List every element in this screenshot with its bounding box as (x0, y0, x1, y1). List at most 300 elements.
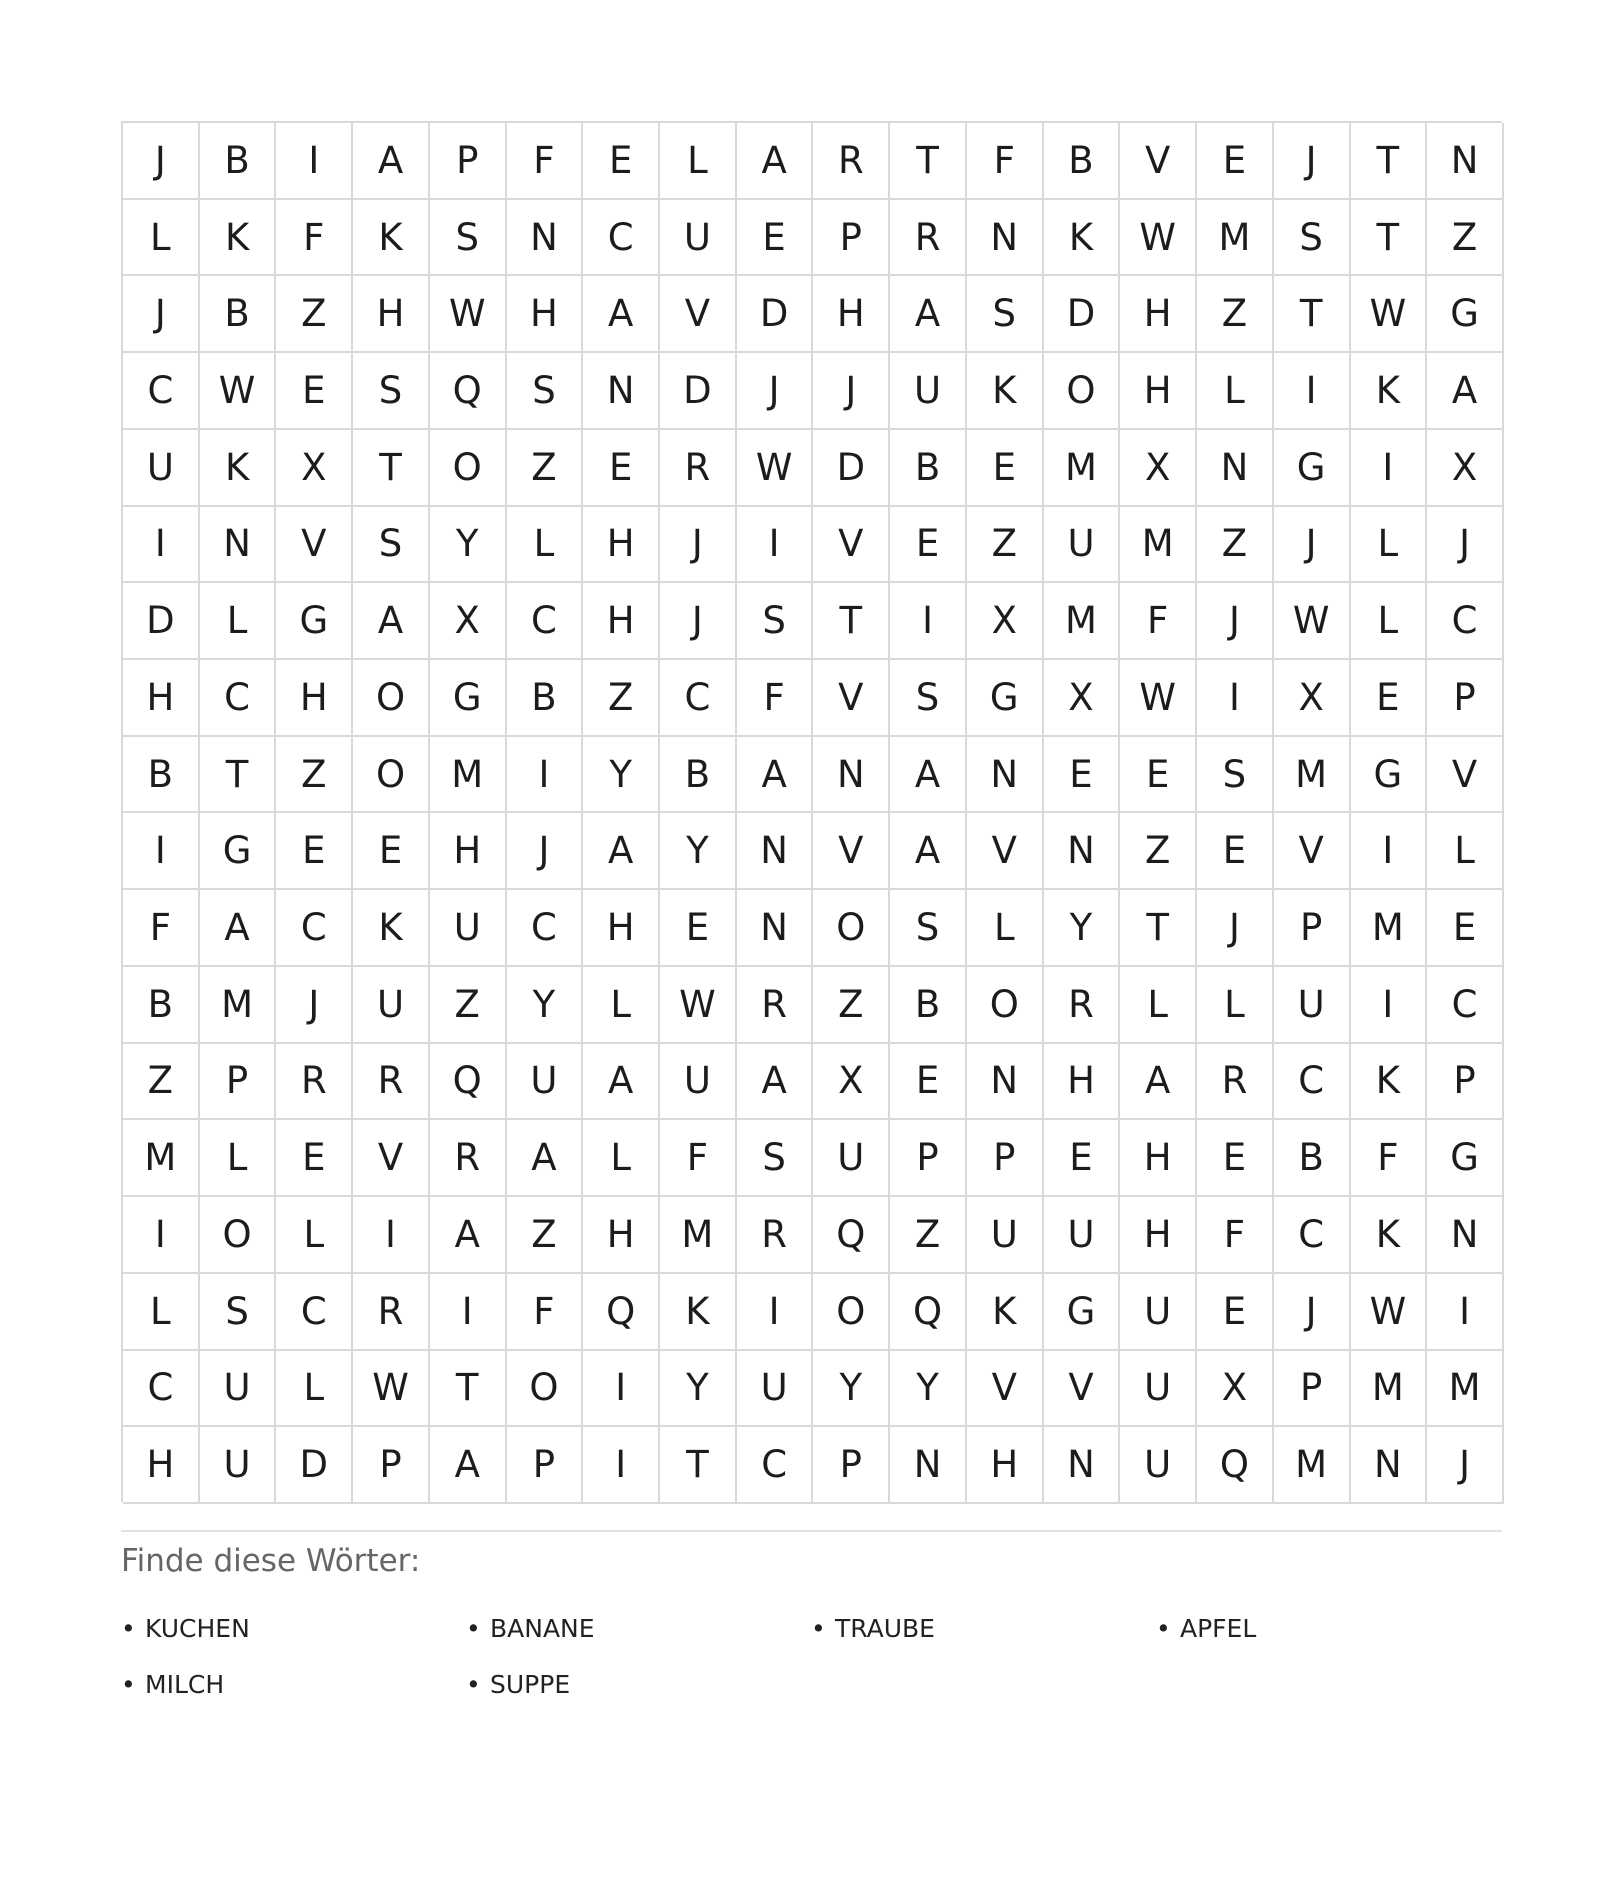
grid-cell[interactable]: U (737, 1351, 814, 1428)
grid-cell[interactable]: X (430, 583, 507, 660)
grid-cell[interactable]: T (1120, 890, 1197, 967)
grid-cell[interactable]: X (967, 583, 1044, 660)
grid-cell[interactable]: O (353, 660, 430, 737)
grid-cell[interactable]: A (890, 813, 967, 890)
grid-cell[interactable]: I (507, 737, 584, 814)
grid-cell[interactable]: H (430, 813, 507, 890)
grid-cell[interactable]: U (967, 1197, 1044, 1274)
grid-cell[interactable]: S (890, 890, 967, 967)
grid-cell[interactable]: I (123, 813, 200, 890)
grid-cell[interactable]: L (1120, 967, 1197, 1044)
grid-cell[interactable]: H (507, 276, 584, 353)
grid-cell[interactable]: O (507, 1351, 584, 1428)
grid-cell[interactable]: G (1351, 737, 1428, 814)
grid-cell[interactable]: U (430, 890, 507, 967)
grid-cell[interactable]: H (813, 276, 890, 353)
grid-cell[interactable]: L (507, 507, 584, 584)
grid-cell[interactable]: B (890, 430, 967, 507)
grid-cell[interactable]: V (660, 276, 737, 353)
grid-cell[interactable]: D (123, 583, 200, 660)
grid-cell[interactable]: L (1197, 353, 1274, 430)
grid-cell[interactable]: E (1427, 890, 1504, 967)
grid-cell[interactable]: Q (890, 1274, 967, 1351)
grid-cell[interactable]: E (276, 353, 353, 430)
grid-cell[interactable]: W (1351, 276, 1428, 353)
grid-cell[interactable]: Z (123, 1044, 200, 1121)
grid-cell[interactable]: R (737, 967, 814, 1044)
grid-cell[interactable]: N (1351, 1427, 1428, 1504)
grid-cell[interactable]: Y (430, 507, 507, 584)
grid-cell[interactable]: T (660, 1427, 737, 1504)
grid-cell[interactable]: H (1120, 353, 1197, 430)
grid-cell[interactable]: K (1351, 1044, 1428, 1121)
grid-cell[interactable]: E (276, 1120, 353, 1197)
grid-cell[interactable]: C (200, 660, 277, 737)
grid-cell[interactable]: O (813, 1274, 890, 1351)
grid-cell[interactable]: Q (430, 353, 507, 430)
grid-cell[interactable]: N (967, 200, 1044, 277)
grid-cell[interactable]: G (967, 660, 1044, 737)
grid-cell[interactable]: X (1120, 430, 1197, 507)
grid-cell[interactable]: L (123, 200, 200, 277)
grid-cell[interactable]: F (660, 1120, 737, 1197)
grid-cell[interactable]: P (507, 1427, 584, 1504)
grid-cell[interactable]: W (1120, 200, 1197, 277)
grid-cell[interactable]: A (737, 1044, 814, 1121)
grid-cell[interactable]: P (813, 1427, 890, 1504)
grid-cell[interactable]: H (583, 507, 660, 584)
grid-cell[interactable]: W (200, 353, 277, 430)
grid-cell[interactable]: O (200, 1197, 277, 1274)
grid-cell[interactable]: G (430, 660, 507, 737)
grid-cell[interactable]: V (1274, 813, 1351, 890)
grid-cell[interactable]: E (890, 1044, 967, 1121)
grid-cell[interactable]: Z (430, 967, 507, 1044)
grid-cell[interactable]: N (200, 507, 277, 584)
grid-cell[interactable]: H (276, 660, 353, 737)
grid-cell[interactable]: A (890, 737, 967, 814)
grid-cell[interactable]: R (813, 123, 890, 200)
grid-cell[interactable]: P (890, 1120, 967, 1197)
grid-cell[interactable]: V (1120, 123, 1197, 200)
grid-cell[interactable]: I (1351, 430, 1428, 507)
grid-cell[interactable]: I (890, 583, 967, 660)
grid-cell[interactable]: M (1351, 1351, 1428, 1428)
grid-cell[interactable]: U (1044, 507, 1121, 584)
grid-cell[interactable]: M (1274, 737, 1351, 814)
grid-cell[interactable]: W (1120, 660, 1197, 737)
grid-cell[interactable]: A (737, 123, 814, 200)
grid-cell[interactable]: C (737, 1427, 814, 1504)
grid-cell[interactable]: J (660, 583, 737, 660)
grid-cell[interactable]: B (200, 123, 277, 200)
grid-cell[interactable]: I (430, 1274, 507, 1351)
grid-cell[interactable]: W (660, 967, 737, 1044)
grid-cell[interactable]: U (1044, 1197, 1121, 1274)
grid-cell[interactable]: H (1120, 1197, 1197, 1274)
grid-cell[interactable]: K (967, 1274, 1044, 1351)
grid-cell[interactable]: D (813, 430, 890, 507)
grid-cell[interactable]: Z (890, 1197, 967, 1274)
grid-cell[interactable]: X (1427, 430, 1504, 507)
grid-cell[interactable]: S (967, 276, 1044, 353)
grid-cell[interactable]: M (1044, 430, 1121, 507)
grid-cell[interactable]: H (353, 276, 430, 353)
grid-cell[interactable]: K (1044, 200, 1121, 277)
grid-cell[interactable]: Y (660, 813, 737, 890)
grid-cell[interactable]: P (430, 123, 507, 200)
grid-cell[interactable]: I (1427, 1274, 1504, 1351)
grid-cell[interactable]: Z (583, 660, 660, 737)
grid-cell[interactable]: F (507, 123, 584, 200)
grid-cell[interactable]: S (1197, 737, 1274, 814)
grid-cell[interactable]: K (200, 200, 277, 277)
grid-cell[interactable]: V (1427, 737, 1504, 814)
grid-cell[interactable]: S (1274, 200, 1351, 277)
grid-cell[interactable]: U (1120, 1274, 1197, 1351)
grid-cell[interactable]: P (1274, 890, 1351, 967)
grid-cell[interactable]: S (353, 353, 430, 430)
grid-cell[interactable]: G (1274, 430, 1351, 507)
grid-cell[interactable]: L (200, 1120, 277, 1197)
grid-cell[interactable]: Z (276, 276, 353, 353)
grid-cell[interactable]: U (1120, 1427, 1197, 1504)
grid-cell[interactable]: J (813, 353, 890, 430)
grid-cell[interactable]: N (1427, 123, 1504, 200)
grid-cell[interactable]: L (583, 1120, 660, 1197)
grid-cell[interactable]: I (583, 1427, 660, 1504)
grid-cell[interactable]: B (660, 737, 737, 814)
grid-cell[interactable]: B (507, 660, 584, 737)
grid-cell[interactable]: M (1120, 507, 1197, 584)
grid-cell[interactable]: F (1197, 1197, 1274, 1274)
grid-cell[interactable]: W (737, 430, 814, 507)
grid-cell[interactable]: U (507, 1044, 584, 1121)
grid-cell[interactable]: H (1044, 1044, 1121, 1121)
grid-cell[interactable]: N (583, 353, 660, 430)
grid-cell[interactable]: E (583, 123, 660, 200)
grid-cell[interactable]: F (276, 200, 353, 277)
grid-cell[interactable]: F (123, 890, 200, 967)
grid-cell[interactable]: U (1120, 1351, 1197, 1428)
grid-cell[interactable]: N (890, 1427, 967, 1504)
grid-cell[interactable]: J (737, 353, 814, 430)
grid-cell[interactable]: T (353, 430, 430, 507)
grid-cell[interactable]: R (430, 1120, 507, 1197)
grid-cell[interactable]: L (276, 1351, 353, 1428)
grid-cell[interactable]: J (123, 276, 200, 353)
grid-cell[interactable]: I (276, 123, 353, 200)
grid-cell[interactable]: S (737, 1120, 814, 1197)
grid-cell[interactable]: N (813, 737, 890, 814)
grid-cell[interactable]: E (890, 507, 967, 584)
grid-cell[interactable]: B (123, 967, 200, 1044)
grid-cell[interactable]: R (353, 1274, 430, 1351)
grid-cell[interactable]: F (1351, 1120, 1428, 1197)
grid-cell[interactable]: T (890, 123, 967, 200)
grid-cell[interactable]: J (660, 507, 737, 584)
grid-cell[interactable]: H (1120, 276, 1197, 353)
grid-cell[interactable]: P (967, 1120, 1044, 1197)
grid-cell[interactable]: S (507, 353, 584, 430)
grid-cell[interactable]: Z (507, 430, 584, 507)
grid-cell[interactable]: J (276, 967, 353, 1044)
grid-cell[interactable]: N (737, 890, 814, 967)
grid-cell[interactable]: M (1044, 583, 1121, 660)
grid-cell[interactable]: E (1120, 737, 1197, 814)
grid-cell[interactable]: L (1351, 507, 1428, 584)
grid-cell[interactable]: M (200, 967, 277, 1044)
grid-cell[interactable]: G (200, 813, 277, 890)
grid-cell[interactable]: U (123, 430, 200, 507)
grid-cell[interactable]: D (276, 1427, 353, 1504)
grid-cell[interactable]: C (123, 353, 200, 430)
grid-cell[interactable]: I (1351, 967, 1428, 1044)
grid-cell[interactable]: X (1197, 1351, 1274, 1428)
grid-cell[interactable]: J (507, 813, 584, 890)
grid-cell[interactable]: Z (813, 967, 890, 1044)
grid-cell[interactable]: K (1351, 1197, 1428, 1274)
grid-cell[interactable]: H (1120, 1120, 1197, 1197)
grid-cell[interactable]: R (353, 1044, 430, 1121)
grid-cell[interactable]: Z (1120, 813, 1197, 890)
grid-cell[interactable]: D (660, 353, 737, 430)
grid-cell[interactable]: J (1197, 890, 1274, 967)
grid-cell[interactable]: O (813, 890, 890, 967)
grid-cell[interactable]: E (1044, 737, 1121, 814)
grid-cell[interactable]: T (1351, 200, 1428, 277)
grid-cell[interactable]: G (1044, 1274, 1121, 1351)
grid-cell[interactable]: J (1274, 507, 1351, 584)
grid-cell[interactable]: E (1351, 660, 1428, 737)
grid-cell[interactable]: A (890, 276, 967, 353)
grid-cell[interactable]: Y (1044, 890, 1121, 967)
grid-cell[interactable]: H (123, 660, 200, 737)
grid-cell[interactable]: I (123, 1197, 200, 1274)
grid-cell[interactable]: Z (507, 1197, 584, 1274)
grid-cell[interactable]: U (200, 1427, 277, 1504)
grid-cell[interactable]: H (967, 1427, 1044, 1504)
grid-cell[interactable]: N (1197, 430, 1274, 507)
grid-cell[interactable]: O (1044, 353, 1121, 430)
grid-cell[interactable]: E (1197, 123, 1274, 200)
grid-cell[interactable]: L (583, 967, 660, 1044)
grid-cell[interactable]: A (353, 583, 430, 660)
grid-cell[interactable]: M (660, 1197, 737, 1274)
grid-cell[interactable]: D (737, 276, 814, 353)
grid-cell[interactable]: Z (1427, 200, 1504, 277)
grid-cell[interactable]: A (737, 737, 814, 814)
grid-cell[interactable]: T (200, 737, 277, 814)
grid-cell[interactable]: A (430, 1427, 507, 1504)
grid-cell[interactable]: Y (583, 737, 660, 814)
grid-cell[interactable]: V (967, 1351, 1044, 1428)
grid-cell[interactable]: E (967, 430, 1044, 507)
grid-cell[interactable]: C (507, 890, 584, 967)
grid-cell[interactable]: A (1120, 1044, 1197, 1121)
grid-cell[interactable]: J (1274, 1274, 1351, 1351)
grid-cell[interactable]: Y (660, 1351, 737, 1428)
grid-cell[interactable]: E (1044, 1120, 1121, 1197)
grid-cell[interactable]: V (276, 507, 353, 584)
grid-cell[interactable]: N (967, 1044, 1044, 1121)
grid-cell[interactable]: B (123, 737, 200, 814)
grid-cell[interactable]: M (1197, 200, 1274, 277)
grid-cell[interactable]: A (507, 1120, 584, 1197)
grid-cell[interactable]: K (1351, 353, 1428, 430)
grid-cell[interactable]: J (1197, 583, 1274, 660)
grid-cell[interactable]: A (583, 1044, 660, 1121)
grid-cell[interactable]: C (1427, 967, 1504, 1044)
grid-cell[interactable]: L (123, 1274, 200, 1351)
grid-cell[interactable]: G (1427, 1120, 1504, 1197)
grid-cell[interactable]: T (1351, 123, 1428, 200)
grid-cell[interactable]: A (353, 123, 430, 200)
grid-cell[interactable]: N (1044, 813, 1121, 890)
grid-cell[interactable]: Z (1197, 507, 1274, 584)
grid-cell[interactable]: U (660, 1044, 737, 1121)
grid-cell[interactable]: M (1274, 1427, 1351, 1504)
grid-cell[interactable]: Y (813, 1351, 890, 1428)
grid-cell[interactable]: C (1274, 1044, 1351, 1121)
grid-cell[interactable]: F (507, 1274, 584, 1351)
grid-cell[interactable]: T (813, 583, 890, 660)
grid-cell[interactable]: E (276, 813, 353, 890)
grid-cell[interactable]: L (967, 890, 1044, 967)
grid-cell[interactable]: C (660, 660, 737, 737)
grid-cell[interactable]: V (967, 813, 1044, 890)
grid-cell[interactable]: P (200, 1044, 277, 1121)
grid-cell[interactable]: K (660, 1274, 737, 1351)
grid-cell[interactable]: N (737, 813, 814, 890)
grid-cell[interactable]: J (123, 123, 200, 200)
grid-cell[interactable]: V (1044, 1351, 1121, 1428)
grid-cell[interactable]: H (123, 1427, 200, 1504)
grid-cell[interactable]: U (1274, 967, 1351, 1044)
grid-cell[interactable]: I (1274, 353, 1351, 430)
grid-cell[interactable]: N (507, 200, 584, 277)
grid-cell[interactable]: E (737, 200, 814, 277)
grid-cell[interactable]: S (430, 200, 507, 277)
grid-cell[interactable]: M (123, 1120, 200, 1197)
grid-cell[interactable]: S (890, 660, 967, 737)
grid-cell[interactable]: R (1044, 967, 1121, 1044)
grid-cell[interactable]: J (1274, 123, 1351, 200)
grid-cell[interactable]: Q (583, 1274, 660, 1351)
grid-cell[interactable]: L (200, 583, 277, 660)
grid-cell[interactable]: O (967, 967, 1044, 1044)
grid-cell[interactable]: L (276, 1197, 353, 1274)
grid-cell[interactable]: R (737, 1197, 814, 1274)
grid-cell[interactable]: C (507, 583, 584, 660)
grid-cell[interactable]: B (890, 967, 967, 1044)
grid-cell[interactable]: V (813, 813, 890, 890)
grid-cell[interactable]: I (737, 507, 814, 584)
grid-cell[interactable]: U (890, 353, 967, 430)
grid-cell[interactable]: U (353, 967, 430, 1044)
grid-cell[interactable]: X (813, 1044, 890, 1121)
grid-cell[interactable]: M (1351, 890, 1428, 967)
grid-cell[interactable]: W (1274, 583, 1351, 660)
grid-cell[interactable]: P (1427, 660, 1504, 737)
grid-cell[interactable]: X (1044, 660, 1121, 737)
grid-cell[interactable]: Z (967, 507, 1044, 584)
grid-cell[interactable]: A (200, 890, 277, 967)
grid-cell[interactable]: N (1427, 1197, 1504, 1274)
grid-cell[interactable]: K (353, 200, 430, 277)
grid-cell[interactable]: B (200, 276, 277, 353)
grid-cell[interactable]: H (583, 890, 660, 967)
grid-cell[interactable]: K (967, 353, 1044, 430)
grid-cell[interactable]: V (813, 660, 890, 737)
grid-cell[interactable]: R (1197, 1044, 1274, 1121)
grid-cell[interactable]: L (660, 123, 737, 200)
grid-cell[interactable]: V (353, 1120, 430, 1197)
grid-cell[interactable]: B (1044, 123, 1121, 200)
grid-cell[interactable]: P (813, 200, 890, 277)
grid-cell[interactable]: E (1197, 1274, 1274, 1351)
grid-cell[interactable]: S (737, 583, 814, 660)
grid-cell[interactable]: F (1120, 583, 1197, 660)
grid-cell[interactable]: A (583, 276, 660, 353)
grid-cell[interactable]: B (1274, 1120, 1351, 1197)
grid-cell[interactable]: R (276, 1044, 353, 1121)
grid-cell[interactable]: P (1274, 1351, 1351, 1428)
grid-cell[interactable]: M (1427, 1351, 1504, 1428)
grid-cell[interactable]: C (1427, 583, 1504, 660)
grid-cell[interactable]: T (430, 1351, 507, 1428)
grid-cell[interactable]: K (353, 890, 430, 967)
grid-cell[interactable]: T (1274, 276, 1351, 353)
grid-cell[interactable]: A (430, 1197, 507, 1274)
grid-cell[interactable]: W (353, 1351, 430, 1428)
grid-cell[interactable]: I (1351, 813, 1428, 890)
grid-cell[interactable]: F (967, 123, 1044, 200)
grid-cell[interactable]: J (1427, 1427, 1504, 1504)
grid-cell[interactable]: H (583, 583, 660, 660)
grid-cell[interactable]: Z (1197, 276, 1274, 353)
grid-cell[interactable]: G (1427, 276, 1504, 353)
grid-cell[interactable]: O (430, 430, 507, 507)
grid-cell[interactable]: X (1274, 660, 1351, 737)
grid-cell[interactable]: A (1427, 353, 1504, 430)
grid-cell[interactable]: O (353, 737, 430, 814)
grid-cell[interactable]: C (276, 890, 353, 967)
grid-cell[interactable]: C (276, 1274, 353, 1351)
grid-cell[interactable]: I (123, 507, 200, 584)
grid-cell[interactable]: R (890, 200, 967, 277)
grid-cell[interactable]: S (200, 1274, 277, 1351)
grid-cell[interactable]: I (737, 1274, 814, 1351)
grid-cell[interactable]: L (1197, 967, 1274, 1044)
grid-cell[interactable]: P (353, 1427, 430, 1504)
grid-cell[interactable]: L (1351, 583, 1428, 660)
grid-cell[interactable]: C (583, 200, 660, 277)
grid-cell[interactable]: G (276, 583, 353, 660)
grid-cell[interactable]: X (276, 430, 353, 507)
grid-cell[interactable]: I (1197, 660, 1274, 737)
grid-cell[interactable]: J (1427, 507, 1504, 584)
grid-cell[interactable]: W (430, 276, 507, 353)
grid-cell[interactable]: H (583, 1197, 660, 1274)
grid-cell[interactable]: L (1427, 813, 1504, 890)
grid-cell[interactable]: P (1427, 1044, 1504, 1121)
grid-cell[interactable]: R (660, 430, 737, 507)
grid-cell[interactable]: F (737, 660, 814, 737)
grid-cell[interactable]: Q (813, 1197, 890, 1274)
grid-cell[interactable]: W (1351, 1274, 1428, 1351)
grid-cell[interactable]: I (583, 1351, 660, 1428)
